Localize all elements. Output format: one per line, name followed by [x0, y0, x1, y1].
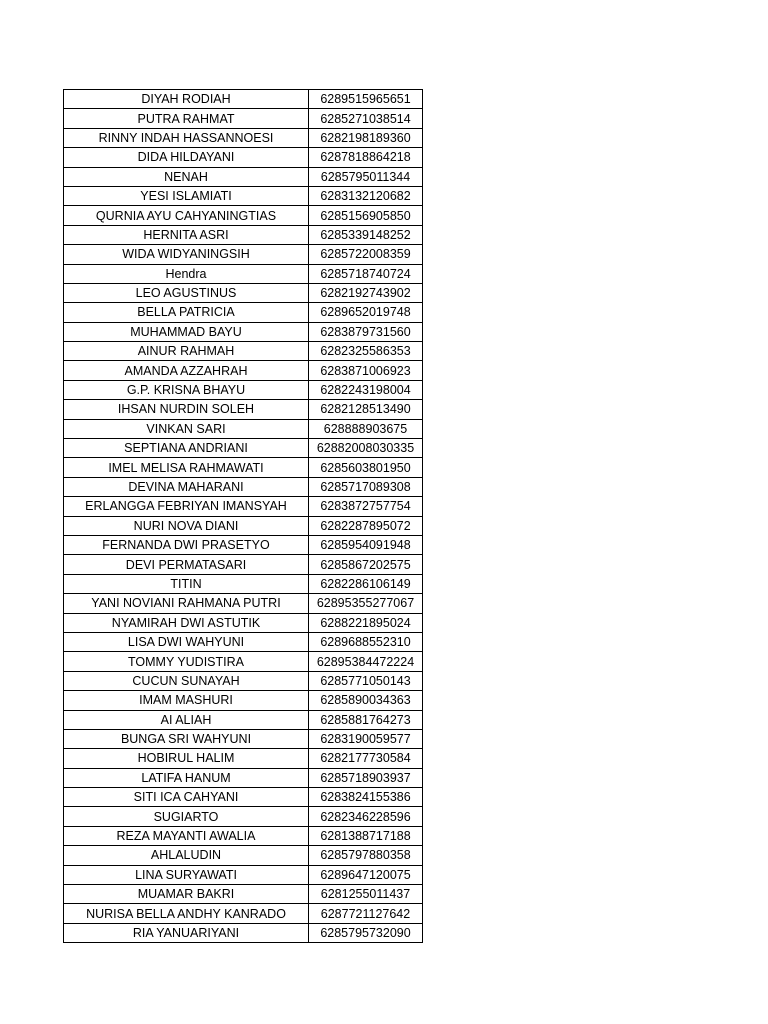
contact-name-cell: MUHAMMAD BAYU [64, 322, 309, 341]
contact-name-cell: SEPTIANA ANDRIANI [64, 439, 309, 458]
contact-phone-cell: 6283871006923 [309, 361, 423, 380]
table-row [64, 710, 423, 729]
contact-name-cell: HERNITA ASRI [64, 225, 309, 244]
table-row [64, 225, 423, 244]
contact-name-cell: LINA SURYAWATI [64, 865, 309, 884]
table-row [64, 691, 423, 710]
contact-phone-cell: 6285717089308 [309, 477, 423, 496]
contact-name-cell: DIYAH RODIAH [64, 90, 309, 109]
contact-name-cell: NENAH [64, 167, 309, 186]
contact-phone-cell: 6281388717188 [309, 826, 423, 845]
contact-name-cell: PUTRA RAHMAT [64, 109, 309, 128]
contact-phone-cell: 6281255011437 [309, 885, 423, 904]
contact-phone-cell: 62895384472224 [309, 652, 423, 671]
contact-phone-cell: 6285603801950 [309, 458, 423, 477]
contact-name-cell: G.P. KRISNA BHAYU [64, 380, 309, 399]
table-row [64, 497, 423, 516]
table-row [64, 245, 423, 264]
contact-phone-cell: 6285867202575 [309, 555, 423, 574]
contact-phone-cell: 6285795011344 [309, 167, 423, 186]
contact-name-cell: QURNIA AYU CAHYANINGTIAS [64, 206, 309, 225]
table-row [64, 303, 423, 322]
contact-phone-cell: 6285795732090 [309, 923, 423, 942]
table-row [64, 846, 423, 865]
contact-name-cell: BUNGA SRI WAHYUNI [64, 729, 309, 748]
contact-name-cell: SITI ICA CAHYANI [64, 788, 309, 807]
contact-name-cell: AINUR RAHMAH [64, 342, 309, 361]
contact-phone-cell: 6285718903937 [309, 768, 423, 787]
contact-name-cell: LISA DWI WAHYUNI [64, 632, 309, 651]
contact-name-cell: HOBIRUL HALIM [64, 749, 309, 768]
contact-phone-cell: 6282177730584 [309, 749, 423, 768]
contact-phone-cell: 6289515965651 [309, 90, 423, 109]
contact-phone-cell: 6282286106149 [309, 574, 423, 593]
table-row [64, 535, 423, 554]
contact-phone-cell: 6289647120075 [309, 865, 423, 884]
contact-phone-cell: 6285881764273 [309, 710, 423, 729]
contact-name-cell: YANI NOVIANI RAHMANA PUTRI [64, 594, 309, 613]
contact-name-cell: RINNY INDAH HASSANNOESI [64, 128, 309, 147]
contact-name-cell: LATIFA HANUM [64, 768, 309, 787]
contact-name-cell: IMAM MASHURI [64, 691, 309, 710]
table-row [64, 904, 423, 923]
contact-phone-cell: 6285339148252 [309, 225, 423, 244]
table-row [64, 342, 423, 361]
contact-name-cell: SUGIARTO [64, 807, 309, 826]
contact-name-cell: REZA MAYANTI AWALIA [64, 826, 309, 845]
contact-name-cell: FERNANDA DWI PRASETYO [64, 535, 309, 554]
contact-phone-cell: 6282325586353 [309, 342, 423, 361]
contact-name-cell: IHSAN NURDIN SOLEH [64, 400, 309, 419]
table-row [64, 729, 423, 748]
contact-phone-cell: 6285797880358 [309, 846, 423, 865]
contact-name-cell: NYAMIRAH DWI ASTUTIK [64, 613, 309, 632]
table-row [64, 885, 423, 904]
contact-phone-cell: 6285722008359 [309, 245, 423, 264]
contact-phone-cell: 6282198189360 [309, 128, 423, 147]
contact-phone-cell: 6282346228596 [309, 807, 423, 826]
table-row [64, 109, 423, 128]
table-row [64, 555, 423, 574]
contact-phone-cell: 6282128513490 [309, 400, 423, 419]
contact-phone-cell: 62895355277067 [309, 594, 423, 613]
contact-name-cell: AHLALUDIN [64, 846, 309, 865]
table-row [64, 923, 423, 942]
table-row [64, 167, 423, 186]
contact-phone-cell: 6285954091948 [309, 535, 423, 554]
table-row [64, 264, 423, 283]
contact-name-cell: TITIN [64, 574, 309, 593]
contact-phone-cell: 6282243198004 [309, 380, 423, 399]
contact-phone-cell: 6288221895024 [309, 613, 423, 632]
contact-rows [64, 90, 423, 943]
table-row [64, 148, 423, 167]
contact-name-cell: CUCUN SUNAYAH [64, 671, 309, 690]
contact-phone-cell: 6285271038514 [309, 109, 423, 128]
contact-phone-cell: 6283824155386 [309, 788, 423, 807]
contact-name-cell: AMANDA AZZAHRAH [64, 361, 309, 380]
contact-phone-cell: 6282287895072 [309, 516, 423, 535]
table-row [64, 439, 423, 458]
contact-name-cell: WIDA WIDYANINGSIH [64, 245, 309, 264]
table-row [64, 206, 423, 225]
contact-name-cell: RIA YANUARIYANI [64, 923, 309, 942]
contact-phone-cell: 6283879731560 [309, 322, 423, 341]
contact-phone-cell: 6287818864218 [309, 148, 423, 167]
contact-name-cell: IMEL MELISA RAHMAWATI [64, 458, 309, 477]
table-row [64, 380, 423, 399]
contact-phone-cell: 6287721127642 [309, 904, 423, 923]
table-row [64, 594, 423, 613]
contact-name-cell: NURI NOVA DIANI [64, 516, 309, 535]
table-row [64, 186, 423, 205]
table-row [64, 283, 423, 302]
table-row [64, 652, 423, 671]
table-row [64, 361, 423, 380]
contact-phone-cell: 6285156905850 [309, 206, 423, 225]
contact-name-cell: DEVINA MAHARANI [64, 477, 309, 496]
table-row [64, 671, 423, 690]
contact-phone-cell: 62882008030335 [309, 439, 423, 458]
contact-name-cell: YESI ISLAMIATI [64, 186, 309, 205]
table-row [64, 477, 423, 496]
table-row [64, 458, 423, 477]
contact-name-cell: ERLANGGA FEBRIYAN IMANSYAH [64, 497, 309, 516]
contact-phone-cell: 628888903675 [309, 419, 423, 438]
table-row [64, 807, 423, 826]
table-row [64, 613, 423, 632]
table-row [64, 574, 423, 593]
table-row [64, 632, 423, 651]
contact-phone-cell: 6283132120682 [309, 186, 423, 205]
contact-name-cell: AI ALIAH [64, 710, 309, 729]
table-row [64, 826, 423, 845]
table-row [64, 865, 423, 884]
contact-name-cell: DIDA HILDAYANI [64, 148, 309, 167]
contact-name-cell: LEO AGUSTINUS [64, 283, 309, 302]
table-row [64, 768, 423, 787]
contact-name-cell: TOMMY YUDISTIRA [64, 652, 309, 671]
contact-phone-cell: 6283872757754 [309, 497, 423, 516]
table-row [64, 90, 423, 109]
contact-name-cell: DEVI PERMATASARI [64, 555, 309, 574]
contact-name-cell: MUAMAR BAKRI [64, 885, 309, 904]
contact-table [63, 89, 423, 943]
table-row [64, 749, 423, 768]
contact-phone-cell: 6282192743902 [309, 283, 423, 302]
contact-phone-cell: 6289652019748 [309, 303, 423, 322]
contact-name-cell: NURISA BELLA ANDHY KANRADO [64, 904, 309, 923]
table-row [64, 516, 423, 535]
contact-phone-cell: 6283190059577 [309, 729, 423, 748]
contact-name-cell: BELLA PATRICIA [64, 303, 309, 322]
contact-phone-cell: 6285890034363 [309, 691, 423, 710]
contact-phone-cell: 6285771050143 [309, 671, 423, 690]
contact-phone-cell: 6289688552310 [309, 632, 423, 651]
contact-name-cell: Hendra [64, 264, 309, 283]
table-row [64, 788, 423, 807]
contact-phone-cell: 6285718740724 [309, 264, 423, 283]
table-row [64, 322, 423, 341]
table-row [64, 400, 423, 419]
contact-name-cell: VINKAN SARI [64, 419, 309, 438]
table-row [64, 128, 423, 147]
table-row [64, 419, 423, 438]
